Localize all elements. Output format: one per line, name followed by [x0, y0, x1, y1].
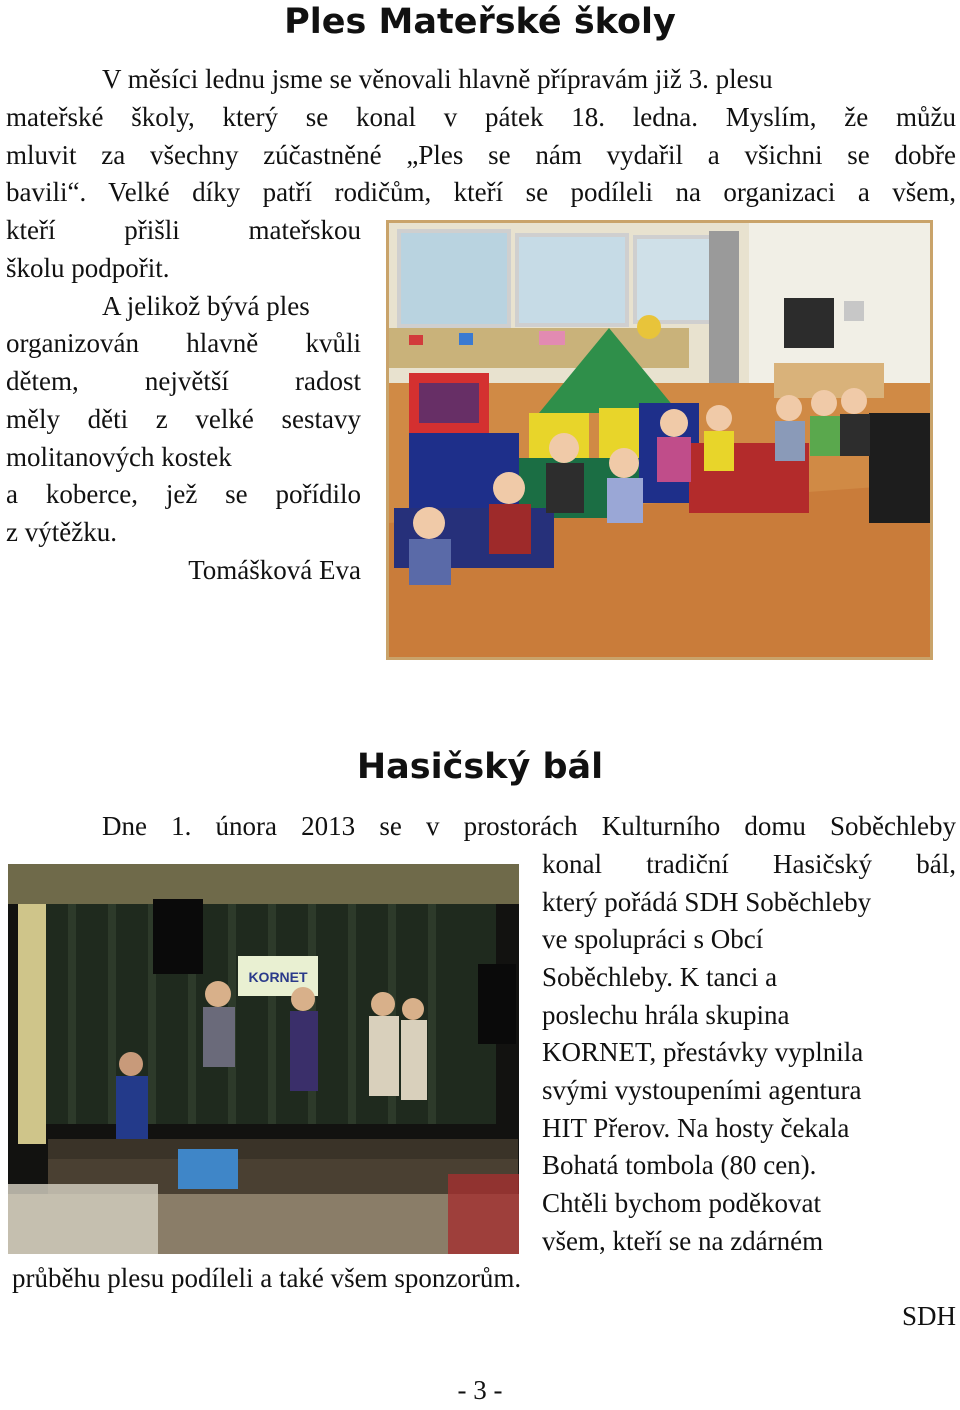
article1-narrow-line-2: školu podpořit.: [6, 253, 170, 283]
article1-narrow-line-5: dětem, největší radost: [6, 366, 361, 396]
article2-right-line-8: HIT Přerov. Na hosty čekala: [542, 1113, 850, 1143]
article2-right-line-10: Chtěli bychom poděkovat: [542, 1188, 821, 1218]
article1-narrow-line-8: a koberce, jež se pořídilo: [6, 479, 361, 509]
article2-right-line-4: Soběchleby. K tanci a: [542, 962, 778, 992]
article1-title: Ples Mateřské školy: [284, 2, 676, 42]
article2-right-line-11: všem, kteří se na zdárném: [542, 1226, 824, 1256]
kornet-banner: KORNET: [248, 969, 308, 985]
article1-narrow-line-7: molitanových kostek: [6, 442, 232, 472]
article1-line-4: bavili“. Velké díky patří rodičům, kteří se podíleli na organizaci a všem,: [6, 177, 956, 207]
article1-narrow-line-1: kteří přišli mateřskou: [6, 215, 361, 245]
article2-right-line-9: Bohatá tombola (80 cen).: [542, 1150, 817, 1180]
article2-right-line-2: který pořádá SDH Soběchleby: [542, 887, 872, 917]
firefighters-ball-photo: [8, 864, 519, 1254]
kindergarten-photo: [386, 220, 933, 660]
article1-line-2: mateřské školy, který se konal v pátek 18. ledna. Myslím, že můžu: [6, 102, 956, 132]
article2-first-line: Dne 1. února 2013 se v prostorách Kulturního domu Soběchleby: [102, 811, 956, 841]
article2-right-line-1: konal tradiční Hasičský bál,: [542, 849, 956, 879]
article1-narrow-line-9: z výtěžku.: [6, 517, 117, 547]
article2-right-line-5: poslechu hrála skupina: [542, 1000, 790, 1030]
article2-last-line: průběhu plesu podíleli a také všem sponzorům.: [12, 1263, 522, 1293]
article1-author: Tomášková Eva: [188, 555, 361, 585]
page-number: - 3 -: [457, 1375, 503, 1405]
article1-narrow-line-3: A jelikož bývá ples: [102, 291, 310, 321]
article2-signature: SDH: [901, 1301, 956, 1331]
article2-right-line-6: KORNET, přestávky vyplnila: [542, 1037, 864, 1067]
article2-right-line-7: svými vystoupeními agentura: [542, 1075, 862, 1105]
article1-narrow-line-4: organizován hlavně kvůli: [6, 328, 361, 358]
article2-title: Hasičský bál: [356, 747, 604, 787]
article1-line-1: V měsíci lednu jsme se věnovali hlavně přípravám již 3. plesu: [102, 64, 773, 94]
article2-right-line-3: ve spolupráci s Obcí: [542, 924, 764, 954]
article1-line-3: mluvit za všechny zúčastněné „Ples se nám vydařil a všichni se dobře: [6, 140, 956, 170]
article1-narrow-line-6: měly děti z velké sestavy: [6, 404, 361, 434]
